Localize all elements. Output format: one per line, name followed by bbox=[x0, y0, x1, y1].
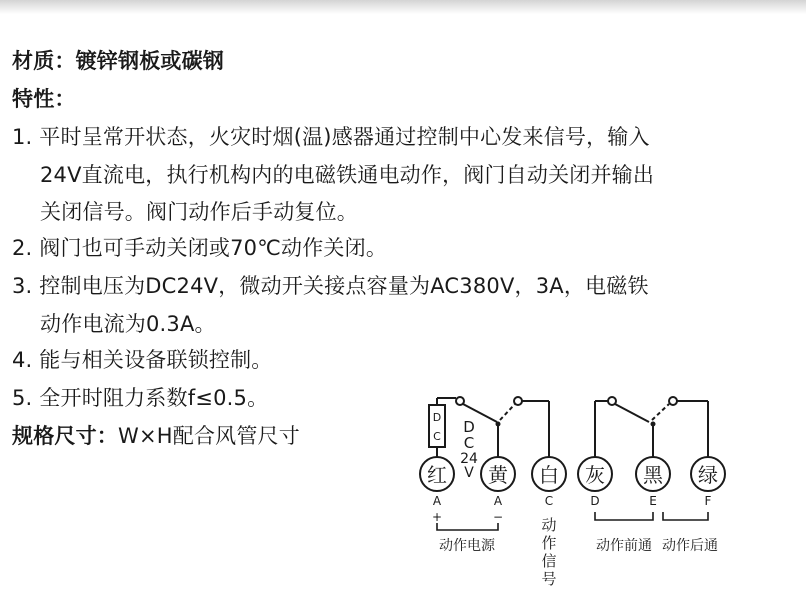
terminal-black-letter: E bbox=[649, 494, 657, 508]
signal-label-2: 作 bbox=[541, 534, 557, 552]
feature-3-line-2: 动作电流为0.3A。 bbox=[40, 312, 216, 336]
spec-value: W×H配合风管尺寸 bbox=[118, 424, 300, 448]
signal-label-4: 号 bbox=[541, 570, 557, 588]
switch-2-blade bbox=[615, 404, 649, 422]
top-shade bbox=[0, 0, 806, 14]
back-group-label: 动作后通 bbox=[662, 538, 718, 554]
minus-mark: − bbox=[492, 510, 504, 524]
signal-label-1: 动 bbox=[541, 516, 557, 534]
power-group-label: 动作电源 bbox=[439, 538, 495, 554]
feature-5-line-1: 5. 全开时阻力系数f≤0.5。 bbox=[12, 386, 269, 410]
spec-label: 规格尺寸： bbox=[12, 424, 118, 448]
features-heading: 特性： bbox=[12, 87, 76, 111]
terminal-white-letter: C bbox=[544, 494, 554, 508]
signal-label-3: 信 bbox=[541, 552, 557, 570]
terminal-gray-letter: D bbox=[590, 494, 600, 508]
back-bracket bbox=[663, 512, 708, 520]
terminal-green-label: 绿 bbox=[698, 463, 718, 487]
feature-2-line-1: 2. 阀门也可手动关闭或70℃动作关闭。 bbox=[12, 236, 388, 260]
terminal-yellow-letter: A bbox=[493, 494, 503, 508]
switch-2-dashed bbox=[652, 404, 669, 420]
terminal-green-letter: F bbox=[704, 494, 712, 508]
feature-1-line-3: 关闭信号。阀门动作后手动复位。 bbox=[40, 200, 358, 224]
switch-1-dashed bbox=[500, 404, 515, 420]
feature-1-line-2: 24V直流电，执行机构内的电磁铁通电动作，阀门自动关闭并输出 bbox=[40, 163, 655, 187]
plus-mark: + bbox=[431, 510, 443, 524]
power-bracket bbox=[437, 523, 498, 530]
feature-1-line-1: 1. 平时呈常开状态，火灾时烟(温)感器通过控制中心发来信号，输入 bbox=[12, 125, 650, 149]
supply-label-v: V bbox=[464, 465, 474, 481]
feature-4-line-1: 4. 能与相关设备联锁控制。 bbox=[12, 348, 273, 372]
material-value: 镀锌钢板或碳钢 bbox=[75, 49, 225, 73]
coil-letter-d: D bbox=[432, 411, 442, 424]
front-bracket bbox=[595, 512, 653, 520]
front-group-label: 动作前通 bbox=[596, 538, 652, 554]
supply-label-24: 24 bbox=[460, 451, 478, 467]
material-line bbox=[12, 46, 224, 76]
material-label: 材质： bbox=[12, 49, 76, 73]
feature-3-line-1: 3. 控制电压为DC24V，微动开关接点容量为AC380V，3A，电磁铁 bbox=[12, 274, 649, 298]
terminal-gray-label: 灰 bbox=[585, 463, 605, 487]
spec-line bbox=[12, 421, 300, 451]
terminal-red-letter: A bbox=[432, 494, 442, 508]
terminal-yellow-label: 黄 bbox=[488, 463, 508, 487]
terminal-black-label: 黑 bbox=[643, 463, 663, 487]
wiring-diagram bbox=[400, 380, 800, 605]
terminal-red-label: 红 bbox=[427, 463, 447, 487]
supply-label-d: D bbox=[463, 418, 475, 436]
supply-label-c: C bbox=[463, 434, 475, 452]
terminal-white-label: 白 bbox=[539, 463, 559, 487]
coil-letter-c: C bbox=[433, 430, 441, 443]
